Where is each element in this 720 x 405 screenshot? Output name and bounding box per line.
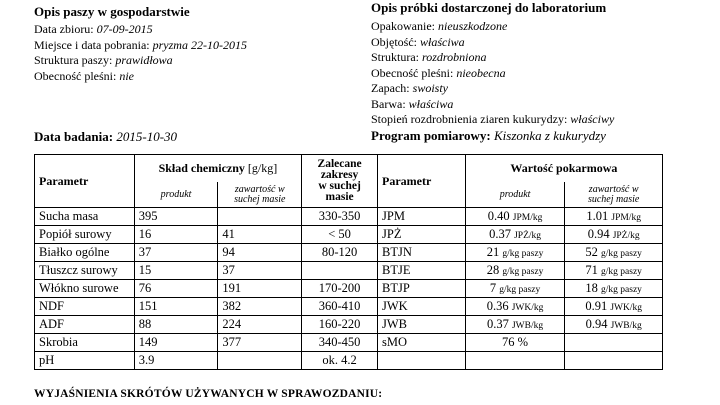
table-row: BTJE 28 g/kg paszy 71 g/kg paszy [378,262,663,280]
recommended-range-header: Zalecane zakresy w suchej masie [302,155,378,208]
sampling-place-line: Miejsce i data pobrania: pryzma 22-10-2015 [34,37,247,52]
program-line: Program pomiarowy: Kiszonka z kukurydzy [371,128,606,143]
color-line: Barwa: właściwa [371,96,454,111]
table-row: pH 3.9 ok. 4.2 [35,352,378,370]
nutri-product-subheader: produkt [465,182,565,207]
table-row: Białko ogólne 37 94 80-120 [35,244,378,262]
analysis-date-line: Data badania: 2015-10-30 [34,129,178,144]
chem-param-header: Parametr [35,155,135,208]
table-row: BTJN 21 g/kg paszy 52 g/kg paszy [378,244,663,262]
table-row: JWK 0.36 JWK/kg 0.91 JWK/kg [378,298,663,316]
table-row [378,352,663,370]
volume-line: Objętość: właściwa [371,34,465,49]
packaging-line: Opakowanie: nieuszkodzone [371,19,508,33]
nutri-param-header: Parametr [378,155,466,208]
structure-line: Struktura: rozdrobniona [371,50,487,64]
chem-dm-subheader: zawartość w suchej masie [218,182,302,207]
table-row: JPM 0.40 JPM/kg 1.01 JPM/kg [378,208,663,226]
harvest-date-line: Data zbioru: 07-09-2015 [34,22,153,36]
abbreviations-heading: WYJAŚNIENIA SKRÓTÓW UŻYWANYCH W SPRAWOZDANIU: [34,388,383,400]
table-row: NDF 151 382 360-410 [35,298,378,316]
table-row: JPŻ 0.37 JPŻ/kg 0.94 JPŻ/kg [378,226,663,244]
nutri-header-row [378,155,663,183]
table-row: Sucha masa 395 330-350 [35,208,378,226]
table-row: Tłuszcz surowy 15 37 [35,262,378,280]
nutritional-value-table [377,154,663,370]
chem-product-subheader: produkt [134,182,218,207]
nutri-dm-subheader: zawartość w suchej masie [565,182,663,207]
sample-description-lines [371,19,614,128]
chemical-composition-table [34,154,378,370]
feed-structure-line: Struktura paszy: prawidłowa [34,53,173,67]
feed-description-title: Opis paszy w gospodarstwie [34,4,190,19]
mould-presence-line: Obecność pleśni: nie [34,68,134,83]
table-row: BTJP 7 g/kg paszy 18 g/kg paszy [378,280,663,298]
chem-header-row [35,155,378,183]
feed-description-lines [34,22,247,84]
nutri-group-header: Wartość pokarmowa [465,155,662,183]
sample-description-title: Opis próbki dostarczonej do laboratorium [371,0,607,15]
table-row: Popiół surowy 16 41 < 50 [35,226,378,244]
table-row: ADF 88 224 160-220 [35,316,378,334]
table-row: Skrobia 149 377 340-450 [35,334,378,352]
table-row: sMO 76 % [378,334,663,352]
smell-line: Zapach: swoisty [371,81,448,95]
grinding-line: Stopień rozdrobnienia ziaren kukurydzy: właściwy [371,112,615,126]
table-row: Włókno surowe 76 191 170-200 [35,280,378,298]
chem-group-header: Skład chemiczny [g/kg] [134,155,301,183]
mould-line: Obecność pleśni: nieobecna [371,65,506,80]
table-row: JWB 0.37 JWB/kg 0.94 JWB/kg [378,316,663,334]
